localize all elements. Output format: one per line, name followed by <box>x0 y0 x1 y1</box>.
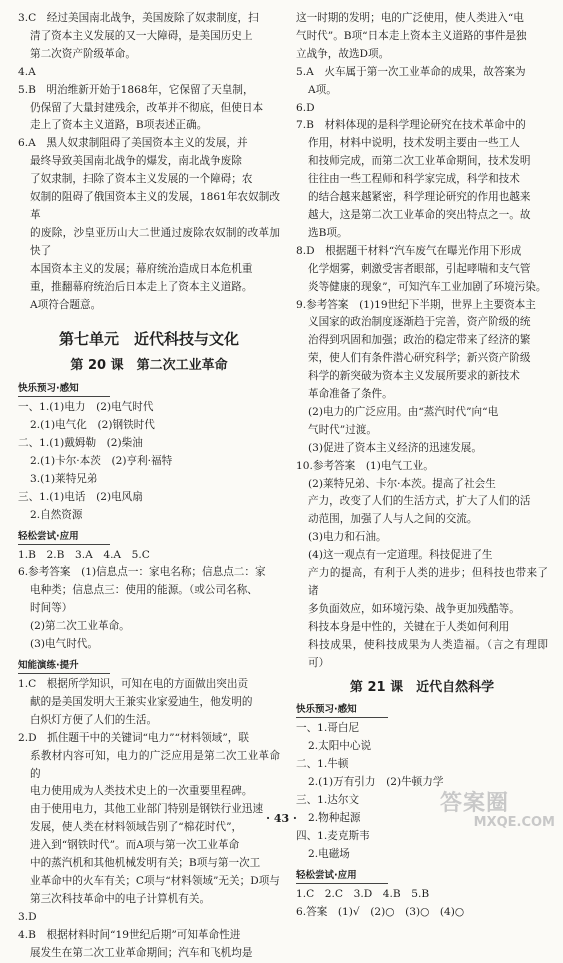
answer-line: 科技成果，使科技成果为人类造福。（言之有理即可） <box>308 638 548 669</box>
answer-line: (2)莱特兄弟、卡尔·本茨。提高了社会生 <box>308 477 496 490</box>
answer-line: 往往由一些工程师和科学家完成，科学和技术 <box>308 173 520 186</box>
answer-line: 作用，材料中说明，技术发明主要由一些工人 <box>308 137 520 150</box>
answer-line: 第二次资产阶级革命。 <box>30 47 136 60</box>
preview-answers <box>18 399 280 524</box>
watermark-text: 答案圈 <box>440 791 510 816</box>
answer-line: 仍保留了大量封建残余，改革并不彻底，但使日本 <box>30 101 264 114</box>
answer-line: 本国资本主义的发展；幕府统治造成日本危机重 <box>30 262 253 275</box>
answer-line: A项符合题意。 <box>30 298 102 311</box>
answer-line: 2.(1)卡尔·本茨 (2)亨利·福特 <box>30 454 173 467</box>
section-tag-try: 轻松尝试·应用 <box>18 529 110 545</box>
answer-line: 二、1.牛顿 <box>296 758 349 771</box>
answer-line: 立战争，故选D项。 <box>296 47 390 60</box>
answer-line: 3.D <box>18 910 37 923</box>
answer-line: 发展，使人类在材料领域告别了“棉花时代”， <box>30 821 243 834</box>
answer-line: 系教材内容可知，电力的广泛应用是第二次工业革命的 <box>30 749 280 780</box>
answer-line: 7.B 材料体现的是科学理论研究在技术革命中的 <box>296 119 526 132</box>
answer-line: 2.(1)电气化 (2)钢铁时代 <box>30 419 155 432</box>
answer-line: 6.答案 (1)√ (2)○ (3)○ (4)○ <box>296 905 465 918</box>
answer-line: 了奴隶制，扫除了资本主义发展的一个障碍；农 <box>30 173 253 186</box>
answer-line: 3.C 经过美国南北战争，美国废除了奴隶制度，扫 <box>18 12 259 24</box>
answer-line: (3)促进了资本主义经济的迅速发展。 <box>308 441 482 454</box>
answer-line: (2)电力的广泛应用。由“蒸汽时代”向“电 <box>308 405 499 418</box>
answer-line: 越大，这是第二次工业革命的突出特点之一。故 <box>308 208 531 221</box>
answer-line: 2.物种起源 <box>308 811 361 824</box>
right-column <box>296 10 548 922</box>
answer-line: 6.A 黑人奴隶制阻碍了美国资本主义的发展，并 <box>18 137 248 150</box>
answer-line: 业革命中的火车有关；C项与“材料领域”无关；D项与 <box>30 874 280 887</box>
answer-line: 奴制的阻碍了俄国资本主义的发展，1861年农奴制改革 <box>30 191 280 221</box>
answer-line: 2.D 抓住题干中的关键词“电力”“材料领域”，联 <box>18 731 249 744</box>
page-number: · 43 · <box>266 812 297 825</box>
answer-line: 二、1.(1)戴姆勒 (2)柴油 <box>18 437 143 450</box>
answer-line: 3.(1)莱特兄弟 <box>30 472 98 485</box>
answer-line: 走上了资本主义道路，B项表述正确。 <box>30 119 208 132</box>
lesson-title: 第 20 课 第二次工业革命 <box>70 358 228 374</box>
answer-line: 2.太阳中心说 <box>308 740 372 753</box>
answer-line: 的废除，沙皇亚历山大二世通过废除农奴制的改革加快了 <box>30 226 280 257</box>
answer-line: 9.参考答案 (1)19世纪下半期，世界上主要资本主 <box>296 298 536 311</box>
answer-line: 气时代”过渡。 <box>308 423 377 436</box>
answer-line: 这一时期的发明；电的广泛使用，使人类进入“电 <box>296 12 524 24</box>
answer-line: 4.A <box>18 65 36 78</box>
section-tag-preview: 快乐预习·感知 <box>18 381 110 397</box>
answer-line: 展发生在第二次工业革命期间；汽车和飞机均是 <box>30 946 253 959</box>
left-top-answers <box>18 10 280 314</box>
right-top-answers <box>296 10 548 673</box>
answer-line: A项。 <box>308 83 337 96</box>
answer-line: 义国家的政治制度逐渐趋于完善，资产阶级的统 <box>308 316 531 329</box>
answer-line: 治得到巩固和加强；政治的稳定带来了经济的繁 <box>308 334 531 347</box>
answer-line: 三、1.(1)电话 (2)电风扇 <box>18 490 143 503</box>
answer-line: 一、1.哥白尼 <box>296 722 360 735</box>
answer-line: 最终导致美国南北战争的爆发，南北战争废除 <box>30 155 242 168</box>
answer-line: 8.D 根据题干材料“汽车废气在曝光作用下形成 <box>296 244 522 257</box>
answer-line: 1.C 2.C 3.D 4.B 5.B <box>296 887 430 900</box>
answer-line: 荣，使人们有条件潜心研究科学；新兴资产阶级 <box>308 352 531 365</box>
answer-line: 6.参考答案 (1)信息点一：家电名称；信息点二：家 <box>18 566 266 579</box>
answer-line: 重，推翻幕府统治后日本走上了资本主义道路。 <box>30 280 253 293</box>
answer-line: 电力使用成为人类技术史上的一次重要里程碑。 <box>30 785 253 798</box>
answer-line: 清了资本主义发展的又一大障碍，是美国历史上 <box>30 29 253 42</box>
answer-line: 2.(1)万有引力 (2)牛顿力学 <box>308 776 444 789</box>
answer-line: 第三次科技革命中的电子计算机有关。 <box>30 892 211 905</box>
answer-line: (3)电气时代。 <box>30 638 98 651</box>
answer-line: 2.电磁场 <box>308 847 350 860</box>
answer-line: 电种类；信息点三：使用的能源。（或公司名称、 <box>30 584 258 597</box>
lesson-title: 第 21 课 近代自然科学 <box>349 679 495 695</box>
answer-line: 气时代”。B项“日本走上资本主义道路的事件是独 <box>296 29 527 42</box>
answer-line: (2)第二次工业革命。 <box>30 620 130 633</box>
answer-line: 1.B 2.B 3.A 4.A 5.C <box>18 548 150 561</box>
answer-line: 四、1.麦克斯韦 <box>296 829 370 842</box>
section-tag-practice: 知能演练·提升 <box>18 658 110 674</box>
answer-line: 献的是美国发明大王兼实业家爱迪生，他发明的 <box>30 695 253 708</box>
try-answers <box>18 547 280 654</box>
answer-line: 多负面效应，如环境污染、战争更加残酷等。 <box>308 602 520 615</box>
answer-line: 化学烟雾，刺激受害者眼部，引起哮喘和支气管 <box>308 262 531 275</box>
answer-line: 2.自然资源 <box>30 508 83 521</box>
answer-line: 5.A 火车属于第一次工业革命的成果，故答案为 <box>296 65 526 78</box>
answer-line: 的结合越来越紧密，科学理论研究的作用也越来 <box>308 191 531 204</box>
answer-line: 产力，改变了人们的生活方式，扩大了人们的活 <box>308 495 531 508</box>
answer-line: 选B项。 <box>308 226 348 239</box>
watermark-url: MXQE.COM <box>473 815 555 830</box>
answer-line: 5.B 明治维新开始于1868年，它保留了天皇制， <box>18 83 254 96</box>
answer-line: 和技师完成，而第二次工业革命期间，技术发明 <box>308 155 531 168</box>
answer-line: (4)这一观点有一定道理。科技促进了生 <box>308 549 493 562</box>
answer-line: 炎等健康的现象”，可知汽车工业加剧了环境污染。 <box>308 280 547 293</box>
answer-line: 时间等） <box>30 602 73 615</box>
answer-line: 科学的新突破为资本主义发展所要求的新技术 <box>308 370 520 383</box>
answer-line: (3)电力和石油。 <box>308 531 387 544</box>
section-tag-preview: 快乐预习·感知 <box>296 702 388 718</box>
answer-line: 一、1.(1)电力 (2)电气时代 <box>18 401 154 414</box>
answer-line: 动范围，加强了人与人之间的交流。 <box>308 513 478 526</box>
unit-title: 第七单元 近代科技与文化 <box>58 330 239 349</box>
try-answers <box>296 886 548 922</box>
answer-line: 进入到“钢铁时代”。而A项与第一次工业革命 <box>30 839 240 852</box>
answer-line: 革命准备了条件。 <box>308 388 393 401</box>
answer-line: 产力的提高，有利于人类的进步；但科技也带来了诸 <box>308 567 548 597</box>
answer-line: 由于使用电力，其他工业部门特别是钢铁行业迅速 <box>30 803 264 816</box>
answer-line: 科技本身是中性的，关键在于人类如何利用 <box>308 620 510 633</box>
answer-line: 10.参考答案 (1)电气工业。 <box>296 459 434 472</box>
answer-line: 白炽灯方便了人们的生活。 <box>30 713 158 726</box>
section-tag-try: 轻松尝试·应用 <box>296 868 388 884</box>
answer-line: 中的蒸汽机和其他机械发明有关；B项与第一次工 <box>30 857 261 870</box>
watermark-logo <box>440 792 555 832</box>
answer-line: 6.D <box>296 101 315 114</box>
answer-line: 三、1.达尔文 <box>296 794 360 807</box>
answer-line: 4.B 根据材料时间“19世纪后期”可知革命性进 <box>18 928 241 941</box>
answer-line: 1.C 根据所学知识，可知在电的方面做出突出贡 <box>18 678 249 690</box>
